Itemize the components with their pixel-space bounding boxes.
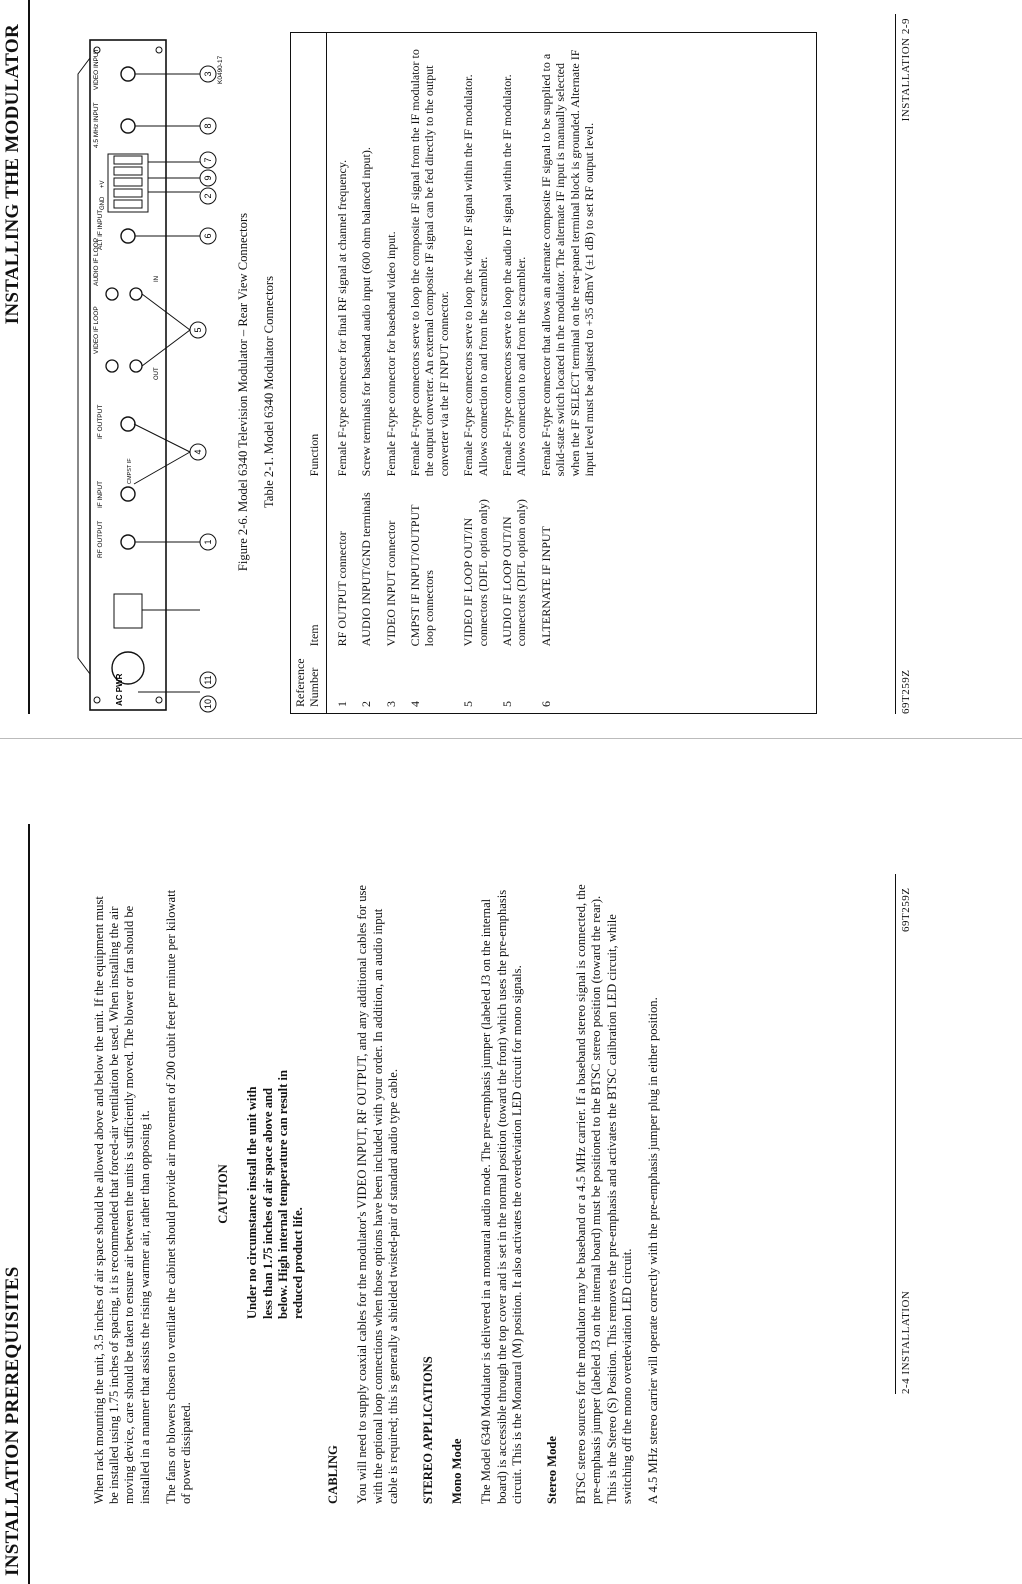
figure-caption: Figure 2-6. Model 6340 Television Modulator – Rear View Connectors (236, 212, 250, 572)
stereo-applications-heading: STEREO APPLICATIONS (421, 1356, 436, 1504)
rack-paragraph: When rack mounting the unit, 3.5 inches of air space should be allowed above and below the unit. If the equipment must be installed using 1.75 inches of spacing, it is recommended that forced-air ventilation be used. When installing the air moving device, care should be taken to ensure air between the units is sufficiently moved. The blower or fan should be installed in a manner that assists the rising warmer air, rather than opposing it. (92, 896, 152, 1504)
terminal-screw-icon (114, 178, 142, 186)
audio-if-loop-out-icon (106, 288, 118, 300)
cell-item: AUDIO IF LOOP OUT/IN connectors (DIFL option only) (500, 499, 529, 647)
left-running-head: INSTALLATION PREREQUISITES (2, 1266, 23, 1576)
table-row (453, 33, 492, 713)
caution-block (216, 884, 306, 1504)
cell-function: Screw terminals for baseband audio input (600 ohm balanced input). (359, 147, 374, 477)
label-if-input: IF INPUT (97, 480, 104, 508)
label-if-output: IF OUTPUT (97, 404, 104, 439)
stereo-mode-text-2: A 4.5 MHz stereo carrier will operate correctly with the pre-emphasis jumper plug in either position. (646, 997, 661, 1504)
chassis-top (78, 58, 90, 674)
callout-11: 11 (203, 675, 213, 685)
table-title: Table 2-1. Model 6340 Modulator Connectors (262, 275, 276, 509)
callout-10: 10 (203, 698, 213, 710)
header-reference-number: Reference Number (291, 652, 326, 713)
cell-ref: 5 (461, 701, 476, 707)
connectors-table (291, 33, 599, 713)
right-running-head: INSTALLING THE MODULATOR (2, 24, 23, 325)
callout-7: 7 (203, 157, 213, 163)
mono-mode-heading: Mono Mode (450, 1438, 465, 1504)
table-row (400, 33, 453, 713)
cell-item: AUDIO INPUT/GND terminals (359, 492, 374, 647)
table-row (376, 33, 400, 713)
cell-item: RF OUTPUT connector (334, 531, 349, 647)
callout-6: 6 (203, 233, 213, 239)
screw-icon (156, 697, 162, 703)
caution-title: CAUTION (216, 1164, 231, 1224)
left-page (0, 784, 1022, 1584)
stereo-mode-text-1: BTSC stereo sources for the modulator may be baseband or a 4.5 MHz carrier. If a baseband stereo signal is connected, the pre-emphasis jumper (labeled J3 on the internal board) must be positioned to the BTSC stereo position (toward the rear). This is the Stereo (S) Position. This removes the pre-emphasis and activates the BTSC calibration LED circuit, while switching off the mono overdeviation LED circuit. (574, 884, 634, 1504)
cell-ref: 2 (359, 701, 374, 707)
rear-view-connectors-figure (72, 34, 222, 714)
callout-3: 3 (203, 71, 213, 77)
left-footer-code: 69T259Z (900, 887, 912, 932)
connectors-table-box (290, 32, 817, 714)
fuse-holder-icon (114, 594, 142, 628)
cell-ref: 5 (500, 701, 515, 707)
label-cmpst-if: CMPST IF (127, 458, 133, 484)
table-row (326, 33, 351, 713)
label-video-input: VIDEO INPUT (93, 48, 100, 90)
table-row (351, 33, 375, 713)
callout-9: 9 (203, 175, 213, 181)
terminal-screw-icon (114, 200, 142, 208)
cell-function: Female F-type connectors serve to loop the video IF signal within the IF modulator. Allows connection to and from the scrambler. (461, 74, 490, 477)
screw-icon (156, 47, 162, 53)
callout-leader-lines (134, 74, 200, 692)
if-output-connector-icon (121, 417, 135, 431)
callout-5: 5 (193, 327, 203, 333)
cell-function: Female F-type connector that allows an alternate composite IF signal to be supplied to a solid-state switch located in the modulator. The alternate IF input is manually selected when the IF SELECT terminal on the rear-panel terminal block is grounded. Alternate IF input level must be adjusted to +35 dBmV (±1 dB) to set RF output level. (538, 49, 597, 477)
left-foot-rule (895, 874, 896, 1394)
right-footer-section: INSTALLATION 2-9 (900, 18, 912, 122)
left-footer-section: 2-4 INSTALLATION (900, 1290, 912, 1394)
label-audio-if-loop: AUDIO IF LOOP (93, 237, 100, 286)
right-page (0, 0, 1022, 784)
video-input-connector-icon (121, 67, 135, 81)
stereo-mode-heading: Stereo Mode (545, 1436, 560, 1504)
cell-item: VIDEO IF LOOP OUT/IN connectors (DIFL option only) (461, 499, 490, 647)
audio-if-loop-in-icon (130, 288, 142, 300)
mono-mode-text: The Model 6340 Modulator is delivered in a monaural audio mode. The pre-emphasis jumper (labeled J3 on the internal board) is accessible through the top cover and is set in the normal position (toward the front) which uses the pre-emphasis circuit. This is the Monaural (M) position. It also activates the overdeviation LED circuit for mono signals. (479, 889, 524, 1504)
cell-item: CMPST IF INPUT/OUTPUT loop connectors (408, 504, 437, 647)
callout-1: 1 (203, 539, 213, 545)
callout-2: 2 (203, 193, 213, 199)
label-gnd: GND (100, 196, 106, 210)
cell-function: Female F-type connectors serve to loop the composite IF signal from the IF modulator to the output converter. An external composite IF signal can be fed directly to the output converter via the IF INPUT connector. (408, 49, 451, 477)
callout-4: 4 (193, 449, 203, 455)
cell-item: VIDEO INPUT connector (383, 520, 398, 647)
figure-code: K0490-17 (217, 55, 224, 84)
cabling-text: You will need to supply coaxial cables for the modulator's VIDEO INPUT, RF OUTPUT, and any additional cables for use with the optional loop connections when those options have been included with your order. In addition, an audio input cable is required; this is generally a shielded twisted-pair of standard audio type cable. (355, 884, 400, 1504)
callout-8: 8 (203, 123, 213, 129)
cell-item: ALTERNATE IF INPUT (538, 526, 553, 647)
cell-ref: 6 (538, 701, 553, 707)
cell-function: Female F-type connector for baseband video input. (383, 231, 398, 477)
label-mhz-input: 4.5 MHz INPUT (93, 102, 100, 148)
cabling-heading: CABLING (326, 1445, 341, 1504)
screw-icon (94, 697, 100, 703)
label-alt-if-input: ALT IF INPUT (97, 209, 104, 250)
cell-ref: 1 (334, 701, 349, 707)
video-if-loop-in-icon (130, 360, 142, 372)
left-body (92, 884, 672, 1504)
label-ac-pwr: AC PWR (115, 673, 124, 706)
caution-text: Under no circumstance install the unit with less than 1.75 inches of air space above and below. High internal temperature can result in reduced product life. (245, 1070, 306, 1319)
fan-paragraph: The fans or blowers chosen to ventilate the cabinet should provide air movement of 200 cubit feet per minute per kilowatt of power dissipated. (163, 889, 194, 1504)
terminal-screw-icon (114, 156, 142, 164)
terminal-screw-icon (114, 189, 142, 197)
table-row (492, 33, 531, 713)
alt-if-input-connector-icon (121, 229, 135, 243)
left-head-rule (28, 824, 30, 1584)
cell-function: Female F-type connector for final RF signal at channel frequency. (334, 159, 349, 477)
label-video-out: OUT (154, 367, 160, 380)
cell-ref: 4 (408, 701, 423, 707)
rf-output-connector-icon (121, 535, 135, 549)
cell-function: Female F-type connectors serve to loop the audio IF signal within the IF modulator. Allows connection to and from the scrambler. (500, 74, 529, 477)
header-item: Item (291, 482, 326, 652)
label-audio-in: IN (154, 276, 160, 282)
if-input-connector-icon (121, 487, 135, 501)
terminal-screw-icon (114, 167, 142, 175)
label-video-if-loop: VIDEO IF LOOP (93, 306, 100, 354)
video-if-loop-out-icon (106, 360, 118, 372)
label-rf-output: RF OUTPUT (97, 520, 104, 558)
table-row (531, 33, 599, 713)
right-head-rule (28, 0, 30, 714)
mhz-input-connector-icon (121, 119, 135, 133)
right-foot-rule (895, 14, 896, 714)
label-v-plus: +V (100, 180, 106, 188)
callout-numbers (190, 66, 216, 712)
right-footer-code: 69T259Z (900, 669, 912, 714)
cell-ref: 3 (383, 701, 398, 707)
header-function: Function (291, 33, 326, 482)
